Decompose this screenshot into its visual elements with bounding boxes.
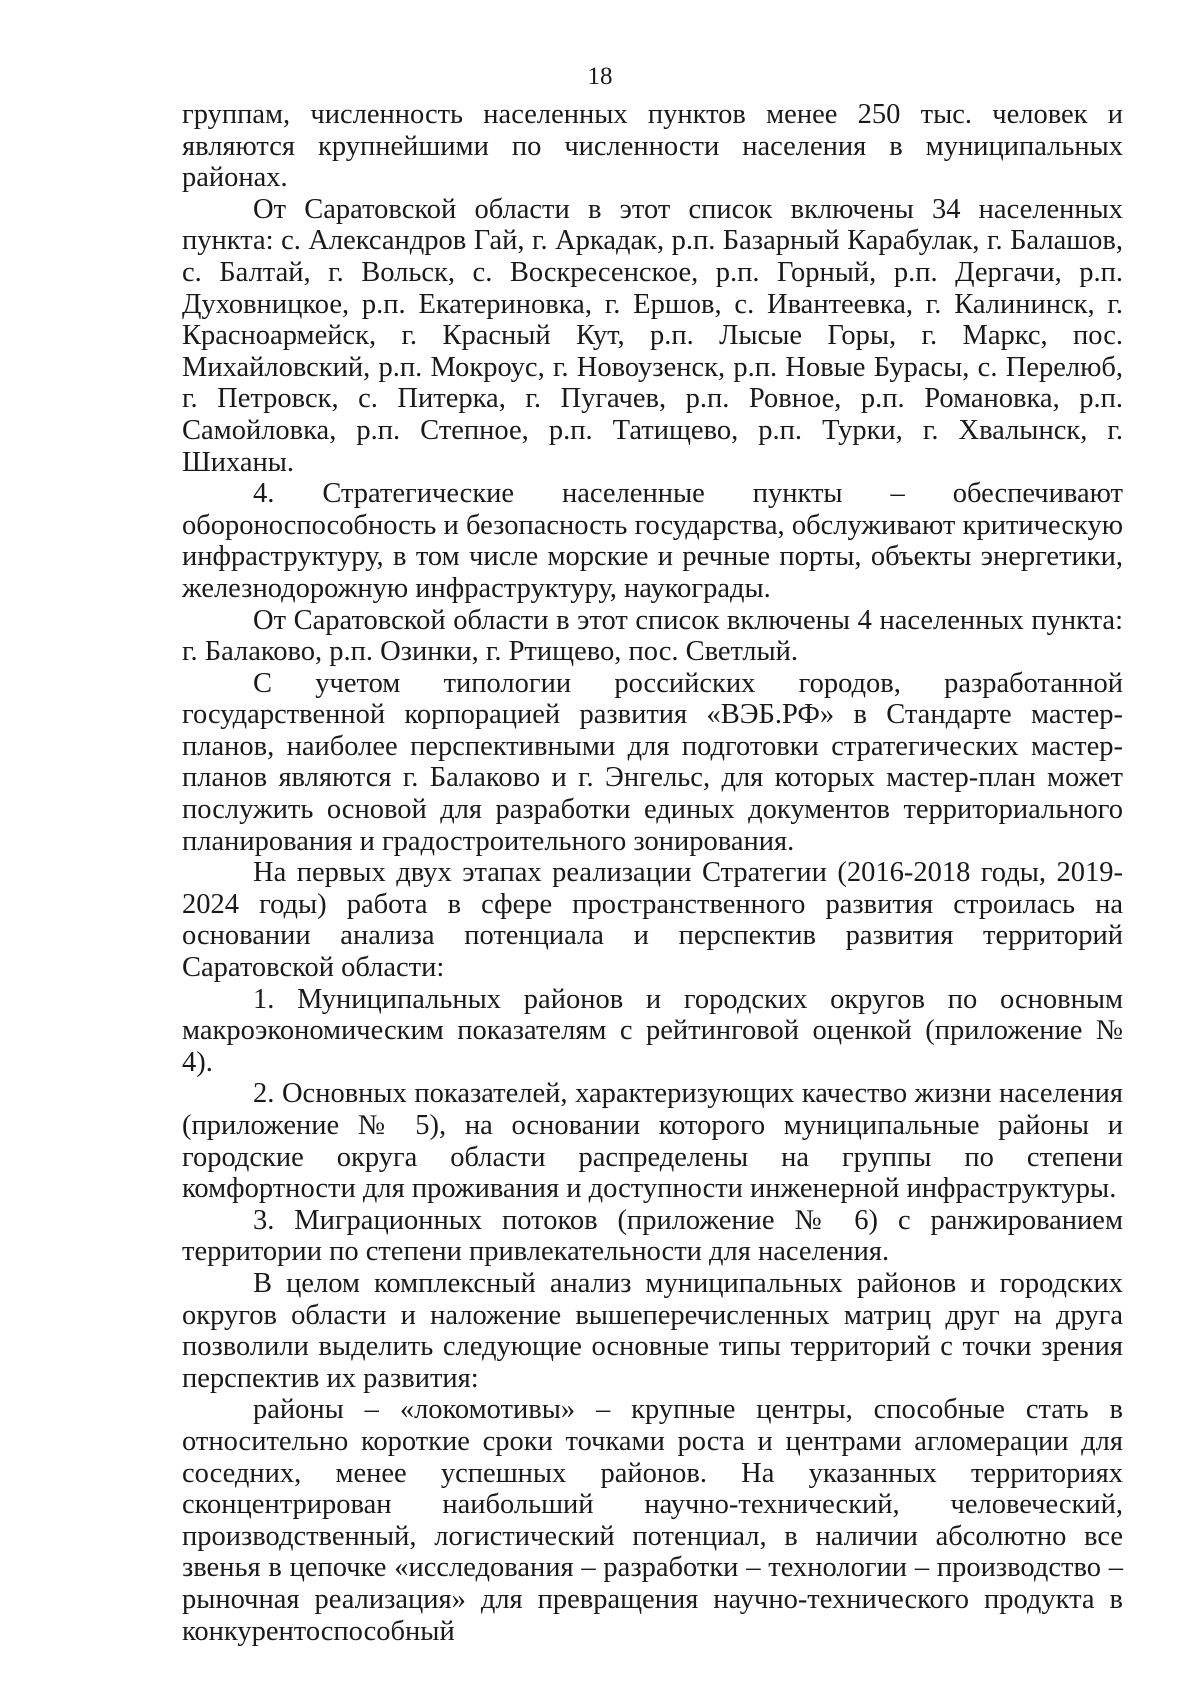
paragraph-territory-types: В целом комплексный анализ муниципальных районов и городских округов области и наложение вышеперечисленных матриц друг на друга позволили выделить следующие основные типы территорий с точки зрения перспектив их развития: [182,1267,1123,1394]
paragraph-item-3: 3. Миграционных потоков (приложение № 6) с ранжированием территории по степени привлекательности для населения. [182,1204,1123,1268]
paragraph-item-2: 2. Основных показателей, характеризующих качество жизни населения (приложение № 5), на основании которого муниципальные районы и городские округа области распределены на группы по степени комфортности для проживания и доступности инженерной инфраструктуры. [182,1078,1123,1205]
paragraph-continuation: группам, численность населенных пунктов менее 250 тыс. человек и являются крупнейшими по численности населения в муниципальных районах. [182,99,1123,194]
paragraph-locomotive-districts: районы – «локомотивы» – крупные центры, способные стать в относительно короткие сроки точками роста и центрами агломерации для соседних, менее успешных районов. На указанных территориях сконцентрирован наибольший научно-технический, человеческий, производственный, логистический потенциал, в наличии абсолютно все звенья в цепочке «исследования – разработки – технологии – производство – рыночная реализация» для превращения научно-технического продукта в конкурентоспособный [182,1394,1123,1647]
paragraph-master-plans: С учетом типологии российских городов, разработанной государственной корпорацией развития «ВЭБ.РФ» в Стандарте мастер-планов, наиболее перспективными для подготовки стратегических мастер-планов являются г. Балаково и г. Энгельс, для которых мастер-план может послужить основой для разработки единых документов территориального планирования и градостроительного зонирования. [182,667,1123,857]
document-body [182,99,1123,1647]
page-number: 18 [587,63,613,90]
paragraph-strategic-settlements-list: От Саратовской области в этот список включены 4 населенных пункта: г. Балаково, р.п. Озинки, г. Ртищево, пос. Светлый. [182,604,1123,668]
paragraph-strategy-stages: На первых двух этапах реализации Стратегии (2016-2018 годы, 2019-2024 годы) работа в сфере пространственного развития строилась на основании анализа потенциала и перспектив развития территорий Саратовской области: [182,857,1123,984]
paragraph-strategic-settlements: 4. Стратегические населенные пункты – обеспечивают обороноспособность и безопасность государства, обслуживают критическую инфраструктуру, в том числе морские и речные порты, объекты энергетики, железнодорожную инфраструктуру, наукограды. [182,478,1123,604]
paragraph-large-settlements-list: От Саратовской области в этот список включены 34 населенных пункта: с. Александров Гай, г. Аркадак, р.п. Базарный Карабулак, г. Балашов, с. Балтай, г. Вольск, с. Воскресенское, р.п. Горный, р.п. Дергачи, р.п. Духовницкое, р.п. Екатериновка, г. Ершов, с. Ивантеевка, г. Калининск, г. Красноармейск, г. Красный Кут, р.п. Лысые Горы, г. Маркс, пос. Михайловский, р.п. Мокроус, г. Новоузенск, р.п. Новые Бурасы, с. Перелюб, г. Петровск, с. Питерка, г. Пугачев, р.п. Ровное, р.п. Романовка, р.п. Самойловка, р.п. Степное, р.п. Татищево, р.п. Турки, г. Хвалынск, г. Шиханы. [182,193,1123,478]
paragraph-item-1: 1. Муниципальных районов и городских округов по основным макроэкономическим показателям с рейтинговой оценкой (приложение № 4). [182,983,1123,1078]
